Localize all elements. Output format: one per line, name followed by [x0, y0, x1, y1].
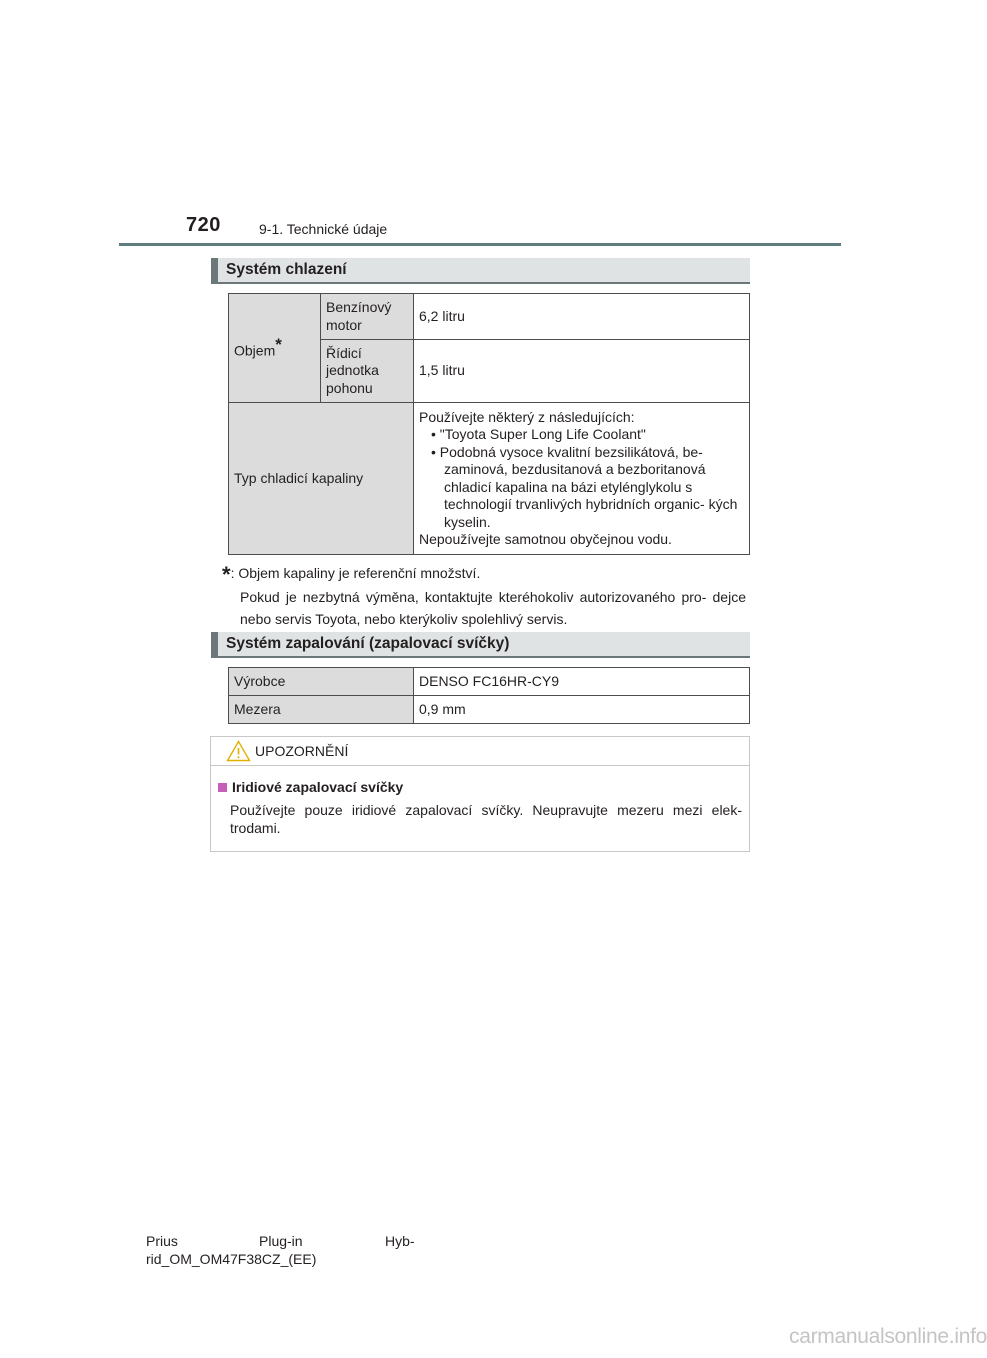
coolant-option-2: • Podobná vysoce kvalitní bezsilikátová, be- zaminová, bezdusitanová a bezboritanová chladicí kapalina na bázi etylénglykolu s technologií trvanlivých hybridních organic- kých kyselin.: [431, 443, 738, 530]
warning-title: UPOZORNĚNÍ: [255, 743, 349, 759]
manufacturer-label: Výrobce: [229, 668, 414, 696]
pcu-label: Řídicí jednotka pohonu: [321, 340, 414, 403]
petrol-engine-value: 6,2 litru: [414, 294, 750, 340]
footnote-marker: *: [222, 562, 231, 587]
page-number: 720: [186, 214, 221, 236]
coolant-type-label: Typ chladicí kapaliny: [229, 403, 414, 555]
petrol-engine-label: Benzínový motor: [321, 294, 414, 340]
volume-label: Objem: [234, 342, 276, 359]
warning-triangle-icon: [226, 740, 251, 762]
coolant-option-1: • "Toyota Super Long Life Coolant": [431, 426, 646, 442]
footnote: [222, 562, 746, 630]
footer-line-2: rid_OM_OM47F38CZ_(EE): [146, 1251, 317, 1267]
coolant-option-2-text: Podobná vysoce kvalitní bezsilikátová, be- zaminová, bezdusitanová a bezboritanová chladicí kapalina na bázi etylénglykolu s technologií trvanlivých hybridních organic- kých kyselin.: [439, 443, 738, 530]
gap-value: 0,9 mm: [414, 696, 750, 724]
warning-subheading-text: Iridiové zapalovací svíčky: [232, 779, 404, 795]
footer-line-1: [146, 1232, 415, 1250]
cooling-section-heading: Systém chlazení: [211, 258, 750, 284]
coolant-type-value: [414, 403, 750, 555]
square-bullet-icon: [218, 783, 227, 792]
warning-text: Používejte pouze iridiové zapalovací svíčky. Neupravujte mezeru mezi elek- trodami.: [230, 802, 742, 836]
pcu-value: 1,5 litru: [414, 340, 750, 403]
footer-word-3: Hyb-: [385, 1233, 415, 1249]
gap-label: Mezera: [229, 696, 414, 724]
footnote-line-1-text: : Objem kapaliny je referenční množství.: [230, 565, 481, 581]
warning-box: [210, 736, 750, 852]
ignition-section-heading: Systém zapalování (zapalovací svíčky): [211, 632, 750, 658]
volume-label-cell: [229, 294, 321, 403]
footnote-line-2: Pokud je nezbytná výměna, kontaktujte kteréhokoliv autorizovaného pro- dejce nebo servis Toyota, nebo kterýkoliv spolehlivý servis.: [240, 589, 746, 627]
cooling-table: [228, 293, 750, 555]
section-title: 9-1. Technické údaje: [259, 221, 388, 237]
volume-asterisk: *: [275, 334, 282, 354]
watermark: carmanualsonline.info: [789, 1325, 987, 1348]
coolant-note: Nepoužívejte samotnou obyčejnou vodu.: [419, 531, 672, 547]
footer-word-1: Prius: [146, 1233, 178, 1249]
footer: [146, 1232, 415, 1268]
warning-subheading: [218, 779, 403, 795]
header-rule: [119, 243, 841, 246]
coolant-option-1-text: "Toyota Super Long Life Coolant": [439, 426, 646, 442]
footnote-line-1: [222, 562, 746, 586]
ignition-table: [228, 667, 750, 724]
manufacturer-value: DENSO FC16HR-CY9: [414, 668, 750, 696]
footer-word-2: Plug-in: [259, 1233, 303, 1249]
warning-header: [211, 737, 749, 766]
coolant-intro: Používejte některý z následujících:: [419, 408, 635, 425]
